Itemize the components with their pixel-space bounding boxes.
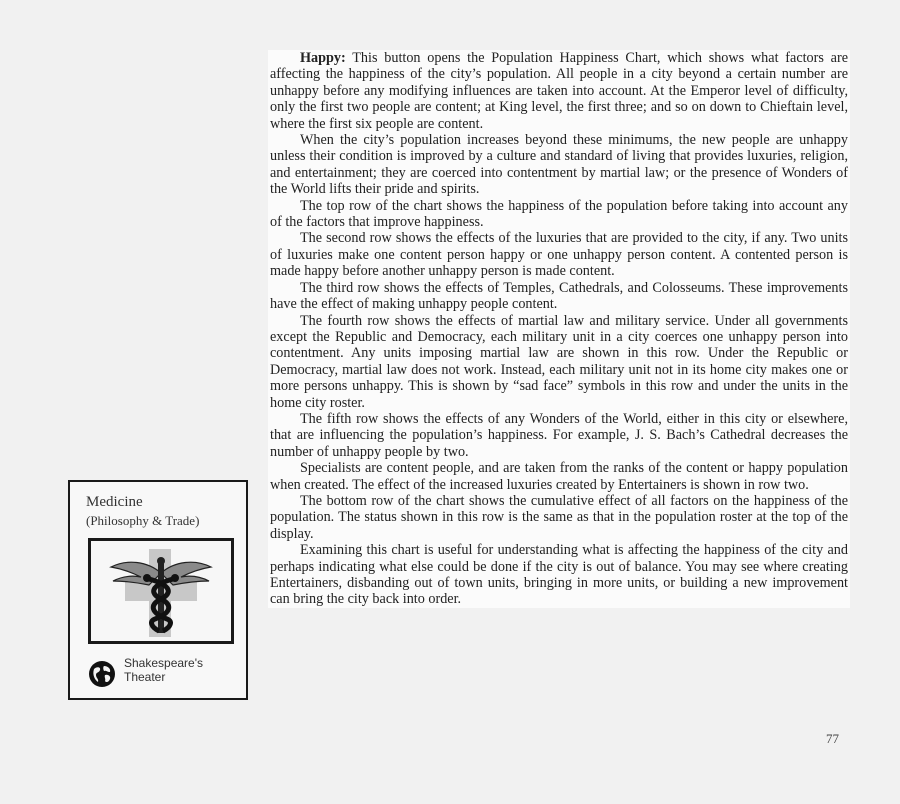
card-image: [88, 538, 234, 644]
paragraph: When the city’s population increases beyond these minimums, the new people are unhappy unless their condition is improved by a culture and standard of living that provides luxuries, religion, and entertainment; they are coerced into contentment by martial law; or the presence of Wonders of the World lifts their pride and spirits.: [270, 132, 848, 198]
card-subtitle: (Philosophy & Trade): [86, 513, 200, 528]
wonder-name-line2: Theater: [124, 670, 166, 684]
paragraph: Specialists are content people, and are taken from the ranks of the content or happy population when created. The effect of the increased luxuries created by Entertainers is shown in row two.: [270, 460, 848, 493]
wonder-name-line1: Shakespeare's: [124, 656, 204, 670]
paragraph: The fourth row shows the effects of martial law and military service. Under all governments except the Republic and Democracy, each military unit in a city coerces one unhappy person into contentment. Any units imposing martial law are shown in this row. Under the Republic or Democracy, martial law does not work. Instead, each military unit not in its home city makes one or more persons unhappy. This is shown by “sad face” symbols in this row and under the units in the home city roster.: [270, 312, 848, 411]
card-title: Medicine: [86, 494, 143, 510]
body-text: [268, 50, 850, 608]
advance-card: [68, 480, 248, 700]
caduceus-icon: [91, 541, 231, 641]
paragraph: The fifth row shows the effects of any Wonders of the World, either in this city or elsewhere, that are influencing the population’s happiness. For example, J. S. Bach’s Cathedral decreases the number of unhappy people by two.: [270, 410, 848, 460]
lead-text: This button opens the Population Happiness Chart, which shows what factors are affecting the happiness of the city’s population. All people in a city beyond a certain number are unhappy before any modifying influences are taken into account. At the Emperor level of difficulty, only the first two people are content; at King level, the first three; and so on down to Chieftain level, where the first six people are content.: [270, 50, 848, 132]
paragraph: The top row of the chart shows the happiness of the population before taking into account any of the factors that improve happiness.: [270, 197, 848, 231]
globe-icon: [88, 660, 116, 688]
wonder-label: [124, 656, 234, 684]
lead-term: Happy:: [300, 50, 346, 66]
paragraph-happy: [270, 50, 848, 132]
paragraph: The bottom row of the chart shows the cumulative effect of all factors on the happiness of the population. The status shown in this row is the same as that in the population roster at the top of the display.: [270, 492, 848, 542]
paragraph: Examining this chart is useful for understanding what is affecting the happiness of the city and perhaps indicating what else could be done if the city is out of balance. You may see where creating Entertainers, disbanding out of town units, bringing in more units, or building a new improvement can bring the city back into order.: [270, 542, 848, 608]
paragraph: The second row shows the effects of the luxuries that are provided to the city, if any. Two units of luxuries make one content person happy or one unhappy person content. A contented person is made happy before another unhappy person is made content.: [270, 230, 848, 280]
page-number: 77: [826, 731, 839, 746]
paragraph: The third row shows the effects of Temples, Cathedrals, and Colosseums. These improvements have the effect of making unhappy people content.: [270, 279, 848, 313]
